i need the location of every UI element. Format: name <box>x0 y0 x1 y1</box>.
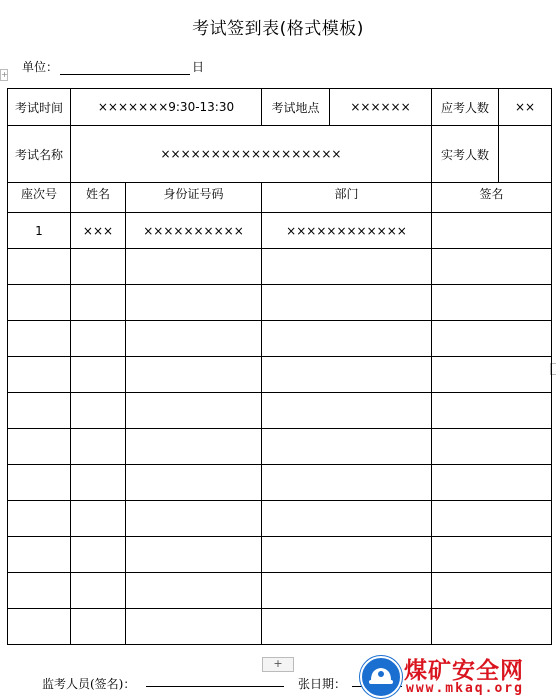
department-cell[interactable] <box>262 357 432 393</box>
seat-cell[interactable] <box>8 429 71 465</box>
signature-cell[interactable] <box>432 213 552 249</box>
signature-cell[interactable] <box>432 537 552 573</box>
department-cell[interactable] <box>262 609 432 645</box>
department-cell[interactable] <box>262 573 432 609</box>
signature-cell[interactable] <box>432 573 552 609</box>
expected-count-value[interactable]: ×× <box>499 89 552 126</box>
name-cell[interactable] <box>71 573 126 609</box>
table-row <box>8 501 552 537</box>
name-cell[interactable] <box>71 321 126 357</box>
header-row-name <box>8 126 552 183</box>
signature-cell[interactable] <box>432 429 552 465</box>
id-number-cell[interactable] <box>126 501 262 537</box>
exam-time-value[interactable]: ×××××××9:30-13:30 <box>71 89 262 126</box>
id-number-cell[interactable] <box>126 573 262 609</box>
department-cell[interactable] <box>262 501 432 537</box>
table-row <box>8 465 552 501</box>
department-cell[interactable] <box>262 429 432 465</box>
department-cell[interactable] <box>262 285 432 321</box>
unit-row <box>22 58 204 75</box>
id-number-cell[interactable] <box>126 537 262 573</box>
name-cell[interactable] <box>71 249 126 285</box>
exam-name-value[interactable]: ×××××××××××××××××× <box>71 126 432 183</box>
seat-cell[interactable] <box>8 537 71 573</box>
column-header-department: 部门 <box>262 183 432 213</box>
id-number-cell[interactable] <box>126 285 262 321</box>
id-number-cell[interactable]: ×××××××××× <box>126 213 262 249</box>
name-cell[interactable] <box>71 285 126 321</box>
column-header-id-number: 身份证号码 <box>126 183 262 213</box>
seat-cell[interactable] <box>8 285 71 321</box>
table-row <box>8 393 552 429</box>
watermark-text: 煤矿安全网 <box>404 658 524 684</box>
exam-place-label: 考试地点 <box>262 89 330 126</box>
signature-cell[interactable] <box>432 609 552 645</box>
signature-cell[interactable] <box>432 393 552 429</box>
supervisor-label: 监考人员(签名)： <box>42 677 136 691</box>
table-row <box>8 573 552 609</box>
unit-blank-line <box>60 62 190 75</box>
department-cell[interactable]: ×××××××××××× <box>262 213 432 249</box>
table-row <box>8 213 552 249</box>
seat-cell[interactable] <box>8 393 71 429</box>
id-number-cell[interactable] <box>126 321 262 357</box>
column-header-signature: 签名 <box>432 183 552 213</box>
signature-cell[interactable] <box>432 321 552 357</box>
column-header-name: 姓名 <box>71 183 126 213</box>
department-cell[interactable] <box>262 321 432 357</box>
table-row <box>8 537 552 573</box>
name-cell[interactable] <box>71 537 126 573</box>
name-cell[interactable] <box>71 501 126 537</box>
id-number-cell[interactable] <box>126 357 262 393</box>
seat-cell[interactable] <box>8 321 71 357</box>
id-number-cell[interactable] <box>126 465 262 501</box>
date-label: 张日期： <box>298 677 347 691</box>
column-header-seat: 座次号 <box>8 183 71 213</box>
department-cell[interactable] <box>262 465 432 501</box>
id-number-cell[interactable] <box>126 393 262 429</box>
column-header-row <box>8 183 552 213</box>
table-row <box>8 285 552 321</box>
seat-cell[interactable] <box>8 357 71 393</box>
sign-in-table <box>7 88 552 645</box>
exam-name-label: 考试名称 <box>8 126 71 183</box>
signature-cell[interactable] <box>432 465 552 501</box>
name-cell[interactable] <box>71 357 126 393</box>
expected-count-label: 应考人数 <box>432 89 499 126</box>
signature-cell[interactable] <box>432 357 552 393</box>
department-cell[interactable] <box>262 249 432 285</box>
department-cell[interactable] <box>262 393 432 429</box>
table-row <box>8 429 552 465</box>
actual-count-label: 实考人数 <box>432 126 499 183</box>
unit-suffix: 日 <box>192 60 205 74</box>
table-body <box>8 213 552 645</box>
id-number-cell[interactable] <box>126 249 262 285</box>
actual-count-value[interactable] <box>499 126 552 183</box>
seat-cell[interactable] <box>8 573 71 609</box>
supervisor-signature-line[interactable] <box>146 686 284 687</box>
signature-cell[interactable] <box>432 249 552 285</box>
name-cell[interactable] <box>71 393 126 429</box>
id-number-cell[interactable] <box>126 609 262 645</box>
id-number-cell[interactable] <box>126 429 262 465</box>
department-cell[interactable] <box>262 537 432 573</box>
signature-cell[interactable] <box>432 285 552 321</box>
page-title: 考试签到表(格式模板) <box>192 19 364 39</box>
table-row <box>8 321 552 357</box>
seat-cell[interactable] <box>8 609 71 645</box>
name-cell[interactable] <box>71 465 126 501</box>
table-move-handle[interactable]: + <box>1 70 8 79</box>
table-row <box>8 249 552 285</box>
exam-time-label: 考试时间 <box>8 89 71 126</box>
seat-cell[interactable] <box>8 501 71 537</box>
name-cell[interactable]: ××× <box>71 213 126 249</box>
header-row-time <box>8 89 552 126</box>
unit-label: 单位： <box>22 60 59 74</box>
seat-cell[interactable] <box>8 465 71 501</box>
name-cell[interactable] <box>71 609 126 645</box>
add-row-button[interactable]: + <box>262 657 294 672</box>
exam-place-value[interactable]: ×××××× <box>330 89 432 126</box>
seat-cell[interactable] <box>8 249 71 285</box>
name-cell[interactable] <box>71 429 126 465</box>
table-row <box>8 609 552 645</box>
signature-cell[interactable] <box>432 501 552 537</box>
watermark <box>356 650 556 700</box>
watermark-url: www.mkaq.org <box>406 681 524 696</box>
helmet-logo-icon <box>360 656 402 698</box>
seat-cell[interactable]: 1 <box>8 213 71 249</box>
table-row <box>8 357 552 393</box>
